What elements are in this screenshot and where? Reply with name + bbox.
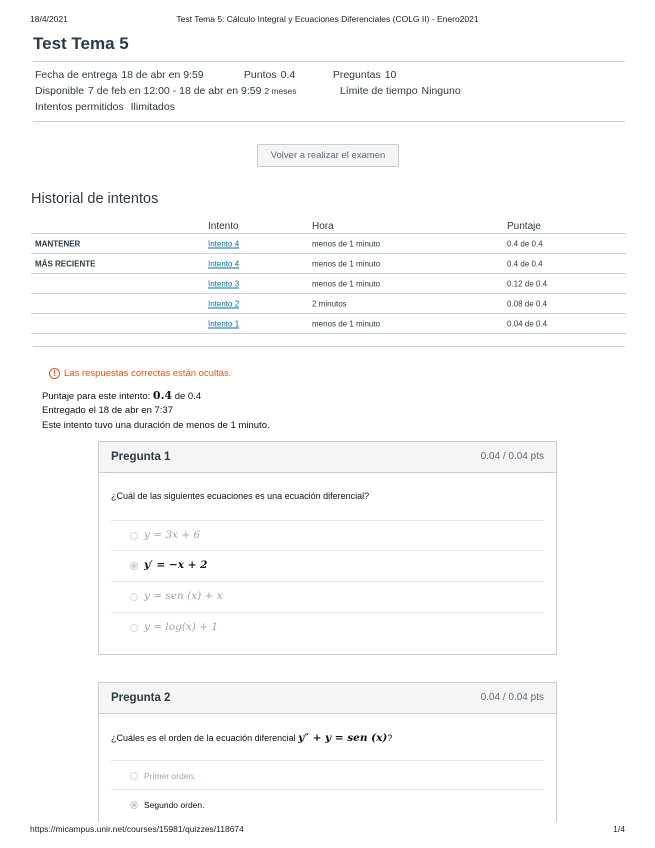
row-status: MANTENER [35,239,81,248]
question-card-2 [98,682,557,822]
warning-text: Las respuestas correctas están ocultas. [64,368,232,379]
row-score: 0.08 de 0.4 [507,299,548,308]
answers-hidden-warning [49,368,231,379]
history-title: Historial de intentos [31,191,159,207]
radio-button-checked[interactable] [130,801,138,809]
answer-text: Primer orden. [144,771,196,781]
title-divider [33,61,625,62]
row-score: 0.04 de 0.4 [507,319,548,328]
radio-button[interactable] [130,532,138,540]
table-row [31,274,626,294]
row-score: 0.4 de 0.4 [507,239,543,248]
attempts-allowed-value: Ilimitados [130,101,175,113]
time-limit: Límite de tiempo Ninguno [339,85,461,97]
print-footer [30,824,625,836]
attempt-duration: Este intento tuvo una duración de menos de 1 minuto. [42,420,270,431]
answer-option[interactable] [111,581,544,611]
answer-option[interactable] [111,612,544,642]
print-doc-title: Test Tema 5: Cálculo Integral y Ecuaciones Diferenciales (COLG II) - Enero2021 [176,14,479,24]
question-header [99,683,556,714]
attempts-table-header [31,216,626,234]
table-row [31,294,626,314]
page-title: Test Tema 5 [33,34,129,53]
attempt-link[interactable]: Intento 1 [208,319,240,328]
questions-count: Preguntas 10 [332,69,397,81]
meta-row-3 [35,101,175,113]
attempt-submitted: Entregado el 18 de abr en 7:37 [42,405,173,416]
retake-quiz-button[interactable]: Volver a realizar el examen [257,144,399,167]
question-title: Pregunta 1 [111,451,171,463]
row-status: MÁS RECIENTE [35,259,96,268]
attempt-link[interactable]: Intento 3 [208,279,240,288]
row-time: 2 minutos [312,299,347,308]
radio-button-checked[interactable] [130,562,138,570]
attempt-link[interactable]: Intento 4 [208,259,240,268]
answer-text: y = log(x) + 1 [144,621,219,633]
attempt-link[interactable]: Intento 2 [208,299,240,308]
meta-divider [33,121,625,122]
page-number: 1/4 [613,824,625,834]
table-row [31,314,626,334]
answer-option-selected[interactable] [111,789,544,819]
answer-option[interactable] [111,520,544,550]
header-attempt: Intento [208,221,239,232]
row-time: menos de 1 minuto [312,279,381,288]
row-time: menos de 1 minuto [312,259,381,268]
radio-button[interactable] [130,624,138,632]
header-time: Hora [312,221,334,232]
question-text: ¿Cuáles es el orden de la ecuación diferencial y″ + y = sen (x)? [111,732,393,744]
table-row [31,254,626,274]
row-score: 0.4 de 0.4 [507,259,543,268]
meta-row-1 [35,69,396,81]
row-time: menos de 1 minuto [312,319,381,328]
row-score: 0.12 de 0.4 [507,279,548,288]
question-card-1 [98,441,557,655]
row-time: menos de 1 minuto [312,239,381,248]
history-divider [33,346,625,347]
meta-row-2 [35,85,461,97]
answer-text: y′ = −x + 2 [144,559,208,571]
radio-button[interactable] [130,593,138,601]
answer-text: y = sen (x) + x [144,590,223,602]
question-header [99,442,556,473]
attempt-score: Puntaje para este intento: 0.4 de 0.4 [42,389,202,402]
warning-icon: ! [49,368,60,379]
answer-option[interactable] [111,760,544,790]
attempt-link[interactable]: Intento 4 [208,239,240,248]
print-url: https://micampus.unir.net/courses/15981/quizzes/118674 [30,824,244,834]
answer-text: Segundo orden. [144,800,205,810]
header-score: Puntaje [507,221,541,232]
points: Puntos 0.4 [243,69,296,81]
availability: Disponible 7 de feb en 12:00 - 18 de abr en 9:59 2 meses [35,85,297,97]
question-points: 0.04 / 0.04 pts [480,692,544,703]
question-equation: y″ + y = sen (x) [298,732,388,744]
print-header [30,14,625,26]
table-row [31,234,626,254]
due-date: Fecha de entrega 18 de abr en 9:59 [35,69,204,81]
question-text: ¿Cuál de las siguientes ecuaciones es una ecuación diferencial? [111,491,370,501]
attempt-score-value: 0.4 [152,389,173,402]
answer-text: y = 3x + 6 [144,529,201,541]
radio-button[interactable] [130,772,138,780]
answer-option-selected[interactable] [111,550,544,580]
question-points: 0.04 / 0.04 pts [480,451,544,462]
question-title: Pregunta 2 [111,692,171,704]
print-date: 18/4/2021 [30,14,68,24]
attempts-allowed-label: Intentos permitidos [35,101,124,113]
attempts-table [31,216,626,334]
